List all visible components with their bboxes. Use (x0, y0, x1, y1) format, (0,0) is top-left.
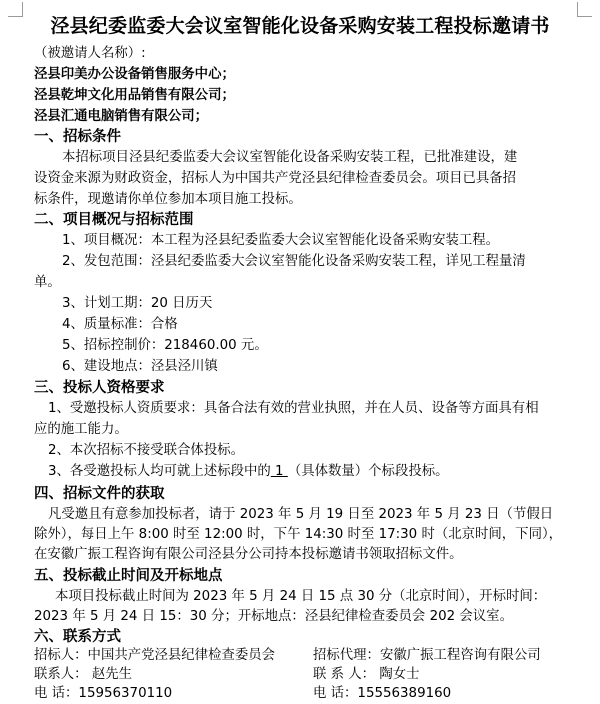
paragraph-line: 单。 (34, 275, 61, 290)
paragraph-line: 3、计划工期：20 日历天 (62, 296, 213, 311)
agent-name: 招标代理：安徽广振工程咨询有限公司 (313, 648, 541, 663)
section-heading: 三、投标人资格要求 (34, 380, 165, 396)
paragraph-line: 1、受邀投标人资质要求：具备合法有效的营业执照，并在人员、设备等方面具有相 (48, 401, 539, 416)
section-heading: 四、招标文件的获取 (34, 486, 165, 502)
paragraph-line: 应的施工能力。 (34, 422, 128, 437)
agent-phone: 电 话：15556389160 (313, 686, 452, 701)
paragraph-line: 5、招标控制价：218460.00 元。 (62, 338, 268, 353)
line-text: 3、各受邀投标人均可就上述标段中的 (48, 464, 271, 479)
section-heading: 一、招标条件 (34, 129, 121, 145)
paragraph-line: 2、本次招标不接受联合体投标。 (48, 443, 244, 458)
section-heading: 六、联系方式 (34, 629, 121, 645)
tenderer-phone: 电 话：15956370110 (34, 686, 173, 701)
paragraph-line: 2、发包范围：泾县纪委监委大会议室智能化设备采购安装工程，详见工程量清 (62, 254, 526, 269)
paragraph-line: 设资金来源为财政资金，招标人为中国共产党泾县纪律检查委员会。项目已具备招 (34, 171, 517, 186)
document-title: 泾县纪委监委大会议室智能化设备采购安装工程投标邀请书 (50, 15, 550, 37)
tenderer-contact: 联系人： 赵先生 (34, 667, 132, 682)
paragraph-line: 除外），每日上午 8:00 时至 12:00 时，下午 14:30 时至 17:30 时（北京时间，下同）， (34, 527, 563, 542)
paragraph-line: 凡受邀且有意参加投标者，请于 2023 年 5 月 19 日至 2023 年 5 月 23 日（节假日 (48, 507, 554, 522)
section-heading: 五、投标截止时间及开标地点 (34, 568, 223, 584)
paragraph-line (48, 462, 449, 482)
paragraph-line: 标条件，现邀请你单位参加本项目施工投标。 (34, 192, 302, 207)
invitee-name: 泾县印美办公设备销售服务中心； (34, 67, 235, 82)
paragraph-line: 本项目投标截止时间为 2023 年 5 月 24 日 15 点 30 分（北京时间），开标时间： (55, 589, 547, 604)
section-heading: 二、项目概况与招标范围 (34, 212, 194, 228)
paragraph-line: 1、项目概况：本工程为泾县纪委监委大会议室智能化设备采购安装工程。 (62, 233, 500, 248)
line-text: （具体数量）个标段投标。 (287, 464, 449, 479)
section-count-blank: 1 (270, 464, 288, 479)
paragraph-line: 4、质量标准：合格 (62, 317, 178, 332)
invitee-name: 泾县乾坤文化用品销售有限公司； (34, 88, 235, 103)
paragraph-line: 2023 年 5 月 24 日 15：30 分；开标地点：泾县纪律检查委员会 202 会议室。 (34, 609, 513, 624)
paragraph-line: 6、建设地点：泾县泾川镇 (62, 359, 218, 374)
agent-contact: 联 系 人： 陶女士 (313, 667, 420, 682)
invitee-label: （被邀请人名称）: (34, 46, 146, 61)
tenderer-name: 招标人：中国共产党泾县纪律检查委员会 (34, 648, 276, 663)
paragraph-line: 本招标项目泾县纪委监委大会议室智能化设备采购安装工程，已批准建设，建 (62, 150, 518, 165)
paragraph-line: 在安徽广振工程咨询有限公司泾县分公司持本投标邀请书领取招标文件。 (34, 547, 463, 562)
invitee-name: 泾县汇通电脑销售有限公司； (34, 109, 209, 124)
